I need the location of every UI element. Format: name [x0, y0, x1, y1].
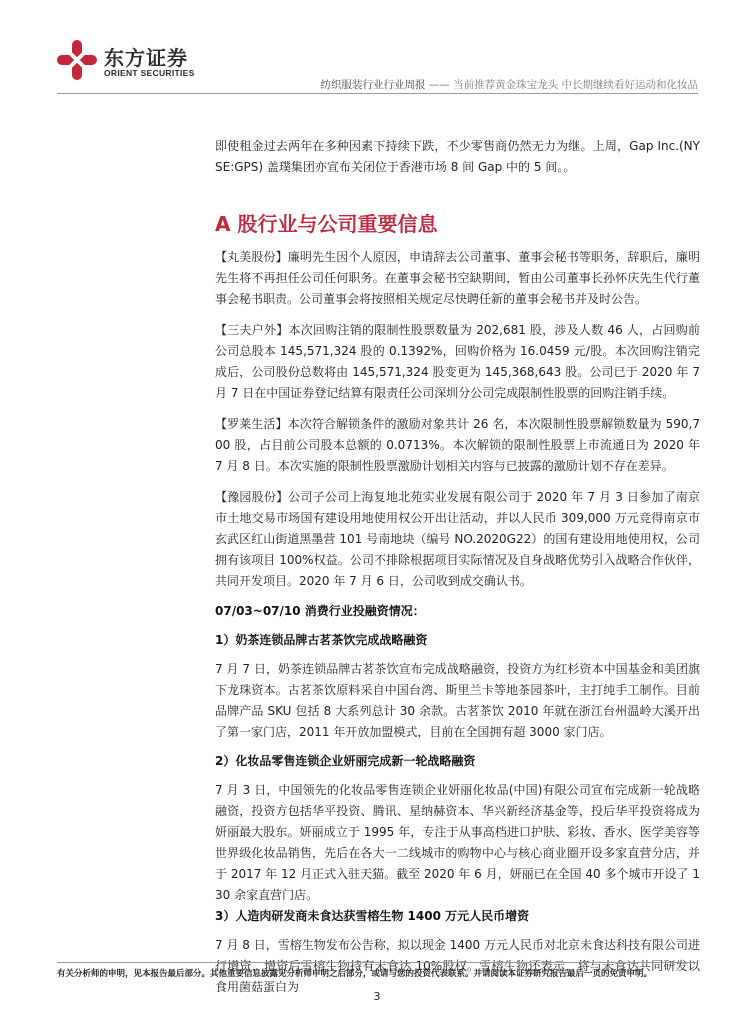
- report-subtitle: 当前推荐黄金珠宝龙头 中长期继续看好运动和化妆品: [453, 79, 698, 91]
- header-divider: [57, 93, 698, 94]
- logo-english-name: ORIENT SECURITIES: [104, 68, 195, 78]
- financing-item-text: 7 月 3 日，中国领先的化妆品零售连锁企业妍丽化妆品(中国)有限公司宣布完成新一轮战略融资，投资方包括华平投资、腾讯、星纳赫资本、华兴新经济基金等，投后华平投资将成为妍丽最大股东。妍丽成立于 1995 年，专注于从事高档进口护肤、彩妆、香水、医学美容等世界级化妆品销售，先后在各大一二线城市的购物中心与核心商业圈开设多家直营分店，并于 2017 年 12 月正式入驻天猫。截至 2020 年 6 月，妍丽已在全国 40 多个城市开设了 130 余家直营门店。: [215, 783, 700, 902]
- financing-item-text: 7 月 7 日，奶茶连锁品牌古茗茶饮宣布完成战略融资，投资方为红杉资本中国基金和美团旗下龙珠资本。古茗茶饮原料采自中国台湾、斯里兰卡等地茶园茶叶，主打纯手工制作。目前品牌产品 SKU 包括 8 大系列总计 30 余款。古茗茶饮 2010 年就在浙江台州温岭大溪开出了第一家门店，2011 年开放加盟模式，目前在全国拥有超 3000 家门店。: [215, 662, 700, 739]
- intro-paragraph: 即使租金过去两年在多种因素下持续下跌，不少零售商仍然无力为继。上周，Gap Inc.(NYSE:GPS) 盖璞集团亦宣布关闭位于香港市场 8 间 Gap 中的 5 间。。: [215, 139, 700, 174]
- financing-item-title: 3）人造肉研发商未食达获雪榕生物 1400 万元人民币增资: [215, 909, 530, 923]
- footer-disclaimer: 有关分析师的申明，见本报告最后部分。其他重要信息披露见分析师申明之后部分，或请与您的投资代表联系。并请阅读本证券研究报告最后一页的免责申明。: [57, 969, 653, 979]
- financing-item-title: 2）化妆品零售连锁企业妍丽完成新一轮战略融资: [215, 754, 476, 768]
- title-dash: ——: [425, 79, 454, 91]
- news-item-sanfu: 【三夫户外】本次回购注销的限制性股票数量为 202,681 股，涉及人数 46 人，占回购前公司总股本 145,571,324 股的 0.1392%，回购价格为 16.0459 元/股。本次回购注销完成后，公司股份总数将由 145,571,324 股变更为 145,368,643 股。公司已于 2020 年 7 月 7 日在中国证券登记结算有限责任公司深圳分公司完成限制性股票的回购注销手续。: [215, 323, 700, 400]
- financing-heading: 07/03~07/10 消费行业投融资情况：: [215, 604, 425, 618]
- financing-item-text: 7 月 8 日，雪榕生物发布公告称，拟以现金 1400 万元人民币对北京未食达科技有限公司进行增资，增资后雪榕生物持有未食达 10%股权。雪榕生物还表示，将与未食达共同研发以食用菌菇蛋白为: [215, 938, 700, 994]
- news-item-wanmei: 【丸美股份】廉明先生因个人原因，申请辞去公司董事、董事会秘书等职务，辞职后，廉明先生将不再担任公司任何职务。在董事会秘书空缺期间，暂由公司董事长孙怀庆先生代行董事会秘书职责。公司董事会将按照相关规定尽快聘任新的董事会秘书并及时公告。: [215, 250, 700, 306]
- financing-section: [215, 601, 700, 998]
- news-item-yuyuan: 【豫园股份】公司子公司上海复地北苑实业发展有限公司于 2020 年 7 月 3 日参加了南京市土地交易市场国有建设用地使用权公开出让活动，并以人民币 309,000 万元竞得南京市玄武区红山街道黑墨营 101 号南地块（编号 NO.2020G22）的国有建设用地使用权，公司拥有该项目 100%权益。公司不排除根据项目实际情况及自身战略优势引入战略合作伙伴，共同开发项目。2020 年 7 月 6 日，公司收到成交确认书。: [215, 490, 700, 588]
- section-heading: A 股行业与公司重要信息: [215, 212, 438, 236]
- logo-chinese-name: 东方证券: [104, 46, 188, 70]
- company-news-list: [215, 247, 700, 592]
- report-title: 纺织服装行业行业周报: [320, 79, 426, 91]
- orient-securities-logo-icon: [57, 40, 97, 80]
- page-number: 3: [373, 990, 381, 1003]
- report-running-title: [320, 77, 698, 92]
- financing-item-title: 1）奶茶连锁品牌古茗茶饮完成战略融资: [215, 633, 428, 647]
- footer-divider: [57, 962, 698, 963]
- news-item-luolai: 【罗莱生活】本次符合解锁条件的激励对象共计 26 名，本次限制性股票解锁数量为 590,700 股，占目前公司股本总额的 0.0713%。本次解锁的限制性股票上市流通日为 2020 年 7 月 8 日。本次实施的限制性股票激励计划相关内容与已披露的激励计划不存在差异。: [215, 417, 700, 473]
- intro-block: [215, 136, 700, 178]
